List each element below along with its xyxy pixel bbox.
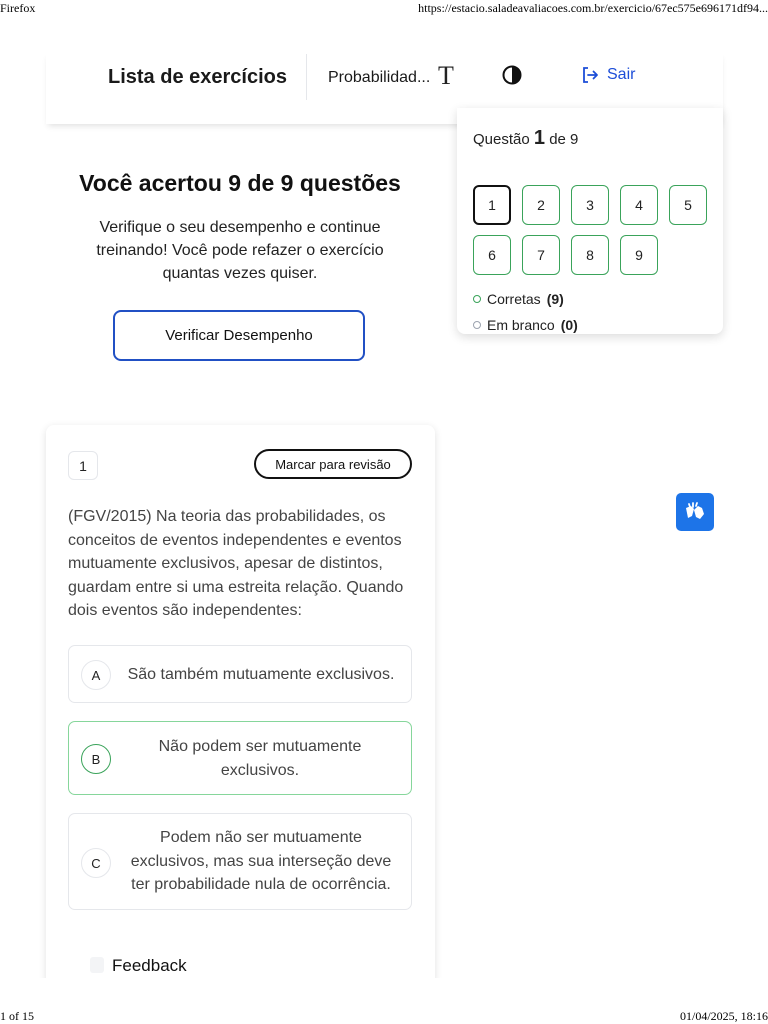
question-button-2[interactable]: 2 bbox=[522, 185, 560, 225]
exit-button[interactable] bbox=[580, 65, 635, 85]
option-a-text: São também mutuamente exclusivos. bbox=[127, 666, 395, 683]
page-title: Lista de exercícios bbox=[108, 66, 287, 88]
question-button-7[interactable]: 7 bbox=[522, 235, 560, 275]
question-card bbox=[46, 425, 435, 978]
question-button-9[interactable]: 9 bbox=[620, 235, 658, 275]
print-browser-name: Firefox bbox=[0, 1, 36, 15]
option-b-letter: B bbox=[81, 744, 111, 774]
option-c[interactable] bbox=[68, 813, 412, 910]
legend-blank-count: (0) bbox=[560, 317, 578, 333]
question-counter-current: 1 bbox=[533, 127, 546, 149]
blank-dot-icon bbox=[473, 321, 481, 329]
legend-correct bbox=[473, 291, 564, 307]
font-size-icon[interactable]: T bbox=[438, 61, 454, 90]
legend-correct-count: (9) bbox=[546, 291, 564, 307]
verify-performance-button[interactable]: Verificar Desempenho bbox=[113, 310, 365, 361]
print-page-number: 1 of 15 bbox=[0, 1009, 34, 1023]
result-description: Verifique o seu desempenho e continue treinando! Você pode refazer o exercício quantas vezes quiser. bbox=[96, 219, 384, 282]
result-title: Você acertou 9 de 9 questões bbox=[79, 170, 401, 196]
question-button-6[interactable]: 6 bbox=[473, 235, 511, 275]
legend-correct-label: Corretas bbox=[487, 291, 541, 307]
print-datetime: 01/04/2025, 18:16 bbox=[679, 1009, 768, 1023]
contrast-icon[interactable] bbox=[502, 65, 522, 85]
print-url: https://estacio.saladeavaliacoes.com.br/exercicio/67ec575e696171df94... bbox=[418, 1, 768, 15]
question-button-8[interactable]: 8 bbox=[571, 235, 609, 275]
print-header bbox=[0, 0, 768, 16]
option-b[interactable] bbox=[68, 721, 412, 795]
print-footer bbox=[0, 1008, 768, 1024]
question-text: (FGV/2015) Na teoria das probabilidades, os conceitos de eventos independentes e eventos mutuamente exclusivos, apesar de distintos, guardam entre si uma estreita relação. Quando dois eventos são independentes: bbox=[68, 508, 404, 619]
option-c-letter: C bbox=[81, 848, 111, 878]
question-counter-suffix: de 9 bbox=[549, 131, 579, 148]
question-counter bbox=[473, 127, 578, 150]
legend-blank-label: Em branco bbox=[487, 317, 555, 333]
option-c-text: Podem não ser mutuamente exclusivos, mas sua interseção deve ter probabilidade nula de ocorrência. bbox=[130, 829, 392, 893]
page bbox=[0, 16, 768, 978]
question-number: 1 bbox=[68, 451, 98, 480]
header-divider bbox=[306, 54, 307, 100]
option-b-text: Não podem ser mutuamente exclusivos. bbox=[158, 738, 362, 779]
option-a-letter: A bbox=[81, 660, 111, 690]
correct-dot-icon bbox=[473, 295, 481, 303]
question-button-1[interactable]: 1 bbox=[473, 185, 511, 225]
mark-for-review-button[interactable]: Marcar para revisão bbox=[254, 449, 412, 479]
feedback-toggle[interactable]: Feedback bbox=[112, 956, 187, 975]
logout-icon bbox=[580, 65, 600, 85]
sign-language-widget-button[interactable] bbox=[676, 493, 714, 531]
option-a[interactable] bbox=[68, 645, 412, 703]
feedback-icon bbox=[90, 957, 104, 973]
question-navigator bbox=[457, 108, 723, 334]
question-counter-prefix: Questão bbox=[473, 131, 530, 148]
question-button-3[interactable]: 3 bbox=[571, 185, 609, 225]
subject-selector[interactable]: Probabilidad... bbox=[328, 69, 431, 86]
legend-blank bbox=[473, 317, 578, 333]
question-button-5[interactable]: 5 bbox=[669, 185, 707, 225]
question-button-4[interactable]: 4 bbox=[620, 185, 658, 225]
sign-language-hands-icon bbox=[682, 500, 708, 524]
exit-label: Sair bbox=[607, 66, 636, 83]
